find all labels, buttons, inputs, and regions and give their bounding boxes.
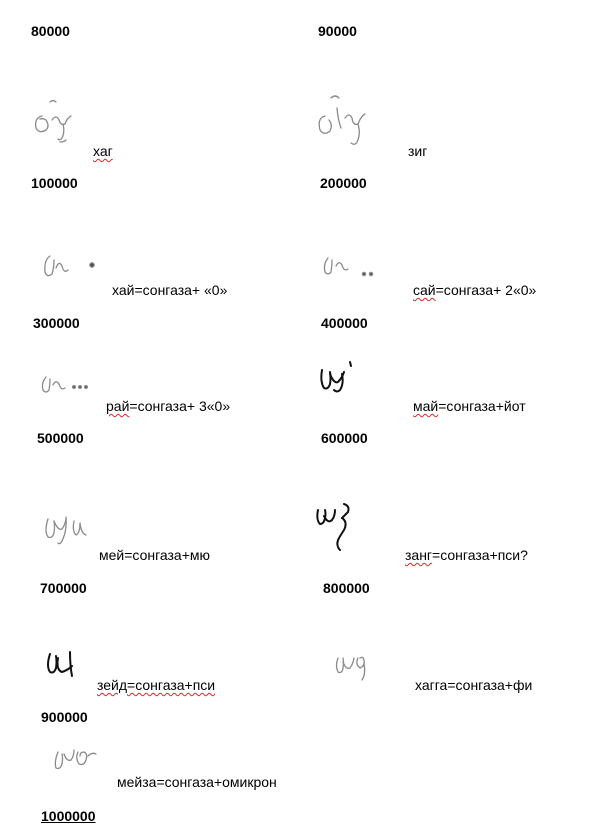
number-700000: 700000 [40, 580, 87, 596]
caption-meiza [117, 774, 277, 790]
number-500000: 500000 [37, 430, 84, 446]
caption-mei-word: мей [99, 547, 125, 563]
caption-meiza-rest: =сонгаза+омикрон [156, 774, 277, 790]
caption-sai-rest: =сонгаза+ 2«0» [435, 282, 537, 298]
caption-zang-rest: =сонгаза+пси? [432, 547, 528, 563]
number-80000: 80000 [31, 23, 70, 39]
caption-zang-word: занг [405, 547, 433, 563]
number-1000000: 1000000 [41, 808, 96, 824]
handwritten-glyph-meiza [52, 738, 108, 774]
caption-rai-word: рай [106, 398, 130, 414]
caption-meiza-word: мейза [117, 774, 157, 790]
number-300000: 300000 [33, 315, 80, 331]
caption-hai-word: хай [112, 282, 135, 298]
handwritten-glyph-zeid [44, 648, 96, 682]
caption-zig-word: зиг [408, 143, 428, 159]
caption-zeid [97, 677, 215, 693]
handwritten-glyph-rai [38, 367, 98, 401]
number-400000: 400000 [321, 315, 368, 331]
number-90000: 90000 [318, 23, 357, 39]
caption-mai-rest: =сонгаза+йот [438, 398, 526, 414]
number-100000: 100000 [31, 175, 78, 191]
number-800000: 800000 [323, 580, 370, 596]
caption-sai-word: сай [413, 282, 436, 298]
handwritten-glyph-zig [315, 92, 387, 152]
number-600000: 600000 [321, 430, 368, 446]
caption-zang [405, 547, 528, 563]
caption-zeid-rest: =сонгаза+пси [127, 677, 216, 693]
handwritten-glyph-hai [36, 246, 96, 286]
caption-hag [93, 143, 113, 159]
handwritten-glyph-hag [30, 98, 88, 146]
caption-rai-rest: =сонгаза+ 3«0» [129, 398, 231, 414]
caption-hagga-rest: =сонгаза+фи [447, 677, 533, 693]
number-900000: 900000 [41, 709, 88, 725]
caption-rai [106, 398, 230, 414]
caption-hai [112, 282, 227, 298]
handwritten-glyph-mai [316, 356, 364, 404]
caption-zeid-word: зейд [97, 677, 128, 693]
caption-hai-rest: =сонгаза+ «0» [134, 282, 228, 298]
caption-mei [99, 547, 210, 563]
handwritten-glyph-sai [318, 246, 378, 286]
caption-hagga [415, 677, 532, 693]
caption-hagga-word: хагга [415, 677, 448, 693]
number-200000: 200000 [320, 175, 367, 191]
caption-hag-word: хаг [93, 143, 113, 159]
caption-zig [408, 143, 427, 159]
caption-mei-rest: =сонгаза+мю [124, 547, 211, 563]
handwritten-glyph-hagga [332, 648, 380, 682]
caption-mai-word: май [413, 398, 439, 414]
handwritten-glyph-mei [40, 503, 100, 553]
caption-mai [413, 398, 526, 414]
handwritten-glyph-zang [314, 500, 364, 560]
caption-sai [413, 282, 536, 298]
